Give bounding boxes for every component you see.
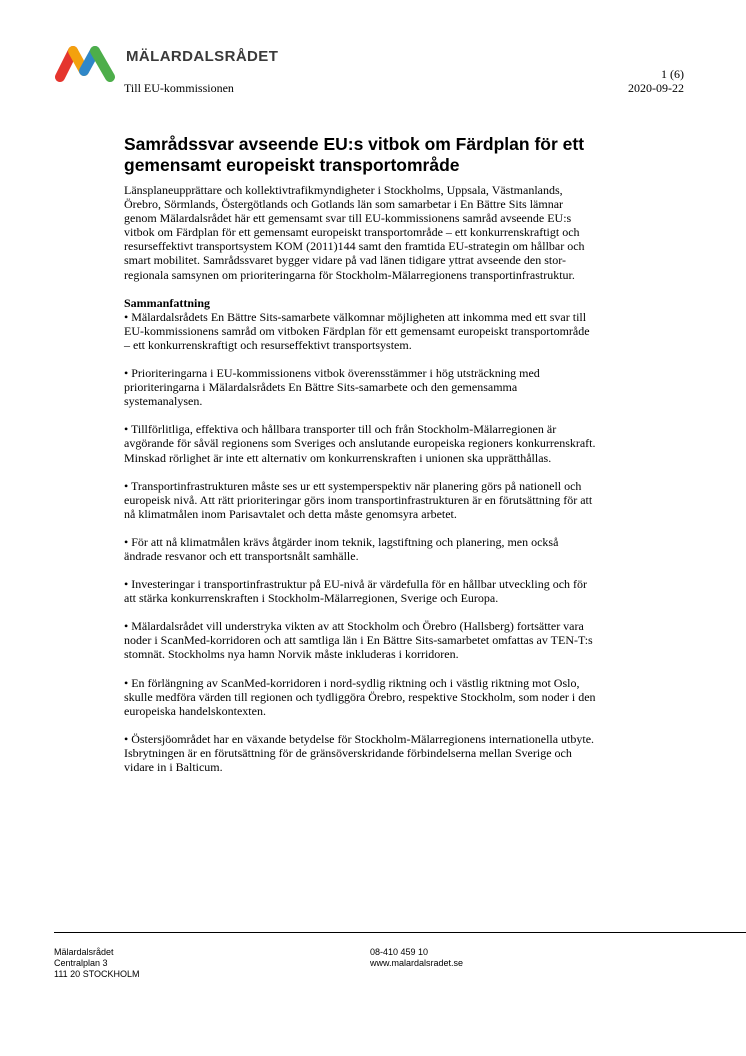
summary-bullet: • För att nå klimatmålen krävs åtgärder inom teknik, lagstiftning och planering, men också ändrade resvanor och ett transportsnålt samhälle. [124, 534, 559, 563]
footer-divider [54, 932, 746, 933]
footer-org-name: Mälardalsrådet [54, 947, 114, 957]
intro-paragraph: Länsplaneupprättare och kollektivtrafikmyndigheter i Stockholms, Uppsala, Västmanlands, Örebro, Sörmlands, Östergötlands och Gotlands län som samarbetar i En Bättre Sits lämnar genom Mälardalsrådet här ett gemensamt svar till EU-kommissionens samråd avseende EU:s vitbok om Färdplan för ett gemensamt europeiskt transportområde – ett konkurrenskraftigt och resurseffektivt transportsystem KOM (2011)144 samt den framtida EU-strategin om hållbar och smart mobilitet. Samrådssvaret bygger vidare på vad länen tidigare yttrat avseende den stor- regionala samsynen om prioriteringarna för Stockholm-Mälarregionens transportinfrastruktur. [124, 183, 585, 282]
footer-phone: 08-410 459 10 [370, 947, 429, 957]
document-date: 2020-09-22 [628, 81, 684, 95]
document-title [124, 134, 684, 176]
footer-postal: 111 20 STOCKHOLM [54, 969, 140, 979]
footer-street: Centralplan 3 [54, 958, 108, 968]
summary-bullet: • Mälardalsrådets En Bättre Sits-samarbete välkomnar möjligheten att inkomma med ett svar till EU-kommissionens samråd om vitboken Färdplan för ett gemensamt europeiskt transportområde – ett konkurrenskraftigt och resurseffektivt transportsystem. [124, 309, 590, 352]
page-number: 1 (6) [661, 67, 684, 81]
summary-bullet: • Prioriteringarna i EU-kommissionens vitbok överensstämmer i hög utsträckning med prioriteringarna i Mälardalsrådets En Bättre Sits-samarbete och den gemensamma systemanalysen. [124, 366, 540, 409]
malardalsradet-logo-icon [54, 42, 124, 82]
document-body [124, 183, 684, 788]
footer-address [54, 947, 140, 980]
summary-bullet: • Östersjöområdet har en växande betydelse för Stockholm-Mälarregionens internationella utbyte. Isbrytningen är en förutsättning för de gränsöverskridande förbindelserna mellan Sverige och vidare in i Balticum. [124, 731, 595, 774]
organization-name: MÄLARDALSRÅDET [126, 48, 279, 65]
summary-bullet: • Investeringar i transportinfrastruktur på EU-nivå är värdefulla för en hållbar utveckling och för att stärka konkurrenskraften i Stockholm-Mälarregionen, Sverige och Europa. [124, 577, 588, 606]
summary-heading: Sammanfattning [124, 295, 211, 310]
footer-contact [370, 947, 463, 969]
footer-website: www.malardalsradet.se [370, 958, 464, 968]
summary-bullet: • Transportinfrastrukturen måste ses ur ett systemperspektiv när planering görs på nationell och europeisk nivå. Att rätt prioriteringar görs inom transportinfrastrukturen är en förutsättning för att nå klimatmålen inom Parisavtalet och detta måste genomsyra arbetet. [124, 478, 593, 521]
title-text: Samrådssvar avseende EU:s vitbok om Färdplan för ett gemensamt europeiskt transportområde [124, 134, 585, 175]
recipient-line: Till EU-kommissionen [124, 81, 234, 95]
summary-bullet: • En förlängning av ScanMed-korridoren i nord-sydlig riktning och i västlig riktning mot Oslo, skulle medföra värden till regionen och tydliggöra Örebro, respektive Stockholm, som noder i den europeiska handelskontexten. [124, 675, 596, 718]
summary-bullet: • Tillförlitliga, effektiva och hållbara transporter till och från Stockholm-Mälarregionen är avgörande för såväl regionens som Sveriges och anslutande europeiska regioners konkurrenskraft. Minskad rörlighet är inte ett alternativ om konkurrenskraften i unionen ska upprätthållas. [124, 422, 596, 465]
summary-bullet: • Mälardalsrådet vill understryka vikten av att Stockholm och Örebro (Hallsberg) fortsätter vara noder i ScanMed-korridoren och att samtliga län i En Bättre Sits-samarbetet omfattas av TEN-T:s stomnät. Stockholms nya hamn Norvik måste inkluderas i korridoren. [124, 619, 593, 662]
